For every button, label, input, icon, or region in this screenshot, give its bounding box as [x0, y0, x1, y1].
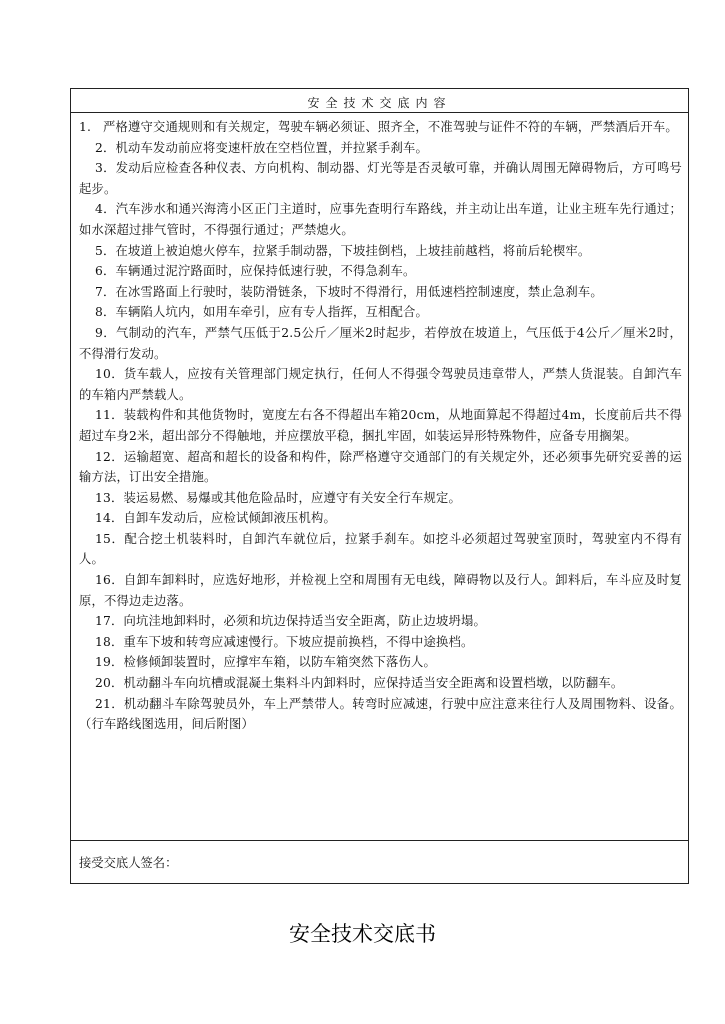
list-item: 18．重车下坡和转弯应减速慢行。下坡应提前换档，不得中途换档。 [95, 634, 474, 649]
list-item: 17．向坑洼地卸料时，必须和坑边保持适当安全距离，防止边坡坍塌。 [95, 614, 486, 629]
list-item: 5．在坡道上被迫熄火停车，拉紧手制动器，下坡挂倒档，上坡挂前越档，将前后轮楔牢。 [95, 243, 591, 258]
list-item: 11．装载构件和其他货物时，宽度左右各不得超出车箱20cm，从地面算起不得超过4m，长度前后共不得超过车身2米，超出部分不得触地，并应摆放平稳，捆扎牢固，如装运异形特殊物件，应备专用搁架。 [79, 408, 682, 443]
signature-row [71, 841, 688, 883]
table-header: 安全技术交底内容 [71, 89, 688, 113]
list-item: 2．机动车发动前应将变速杆放在空档位置，并拉紧手刹车。 [95, 140, 428, 155]
list-item: 19．检修倾卸装置时，应撑牢车箱，以防车箱突然下落伤人。 [95, 655, 436, 670]
list-item: 14．自卸车发动后，应检试倾卸液压机构。 [95, 511, 336, 526]
item-number: 1. [79, 120, 92, 134]
list-item: 13．装运易燃、易爆或其他危险品时，应遵守有关安全行车规定。 [95, 490, 461, 505]
list-item: 8．车辆陷人坑内，如用车牵引，应有专人指挥，互相配合。 [95, 305, 428, 320]
page-title: 安全技术交底书 [289, 922, 436, 946]
disclosure-table [70, 88, 689, 884]
list-item: 16．自卸车卸料时，应选好地形，并检视上空和周围有无电线，障碍物以及行人。卸料后，车斗应及时复原，不得边走边落。 [79, 573, 682, 608]
list-item: 6．车辆通过泥泞路面时，应保持低速行驶，不得急刹车。 [95, 264, 416, 279]
list-item [79, 117, 682, 138]
list-item: 12．运输超宽、超高和超长的设备和构件，除严格遵守交通部门的有关规定外，还必须事先研究妥善的运输方法，订出安全措施。 [79, 449, 682, 485]
list-item: 10．货车载人，应按有关管理部门规定执行，任何人不得强令驾驶员违章带人，严禁人货混装。自卸汽车的车箱内严禁载人。 [79, 367, 682, 402]
list-item: 20．机动翻斗车向坑槽或混凝土集料斗内卸料时，应保持适当安全距离和设置档墩，以防翻车。 [95, 676, 624, 691]
list-item: 9．气制动的汽车，严禁气压低于2.5公斤／厘米2时起步，若停放在坡道上，气压低于4公斤／厘米2时，不得滑行发动。 [79, 325, 682, 361]
list-item: 15．配合挖土机装料时，自卸汽车就位后，拉紧手刹车。如挖斗必须超过驾驶室顶时，驾驶室内不得有人。 [79, 531, 682, 567]
item-text: 严格遵守交通规则和有关规定，驾驶车辆必须证、照齐全，不准驾驶与证件不符的车辆，严禁酒后开车。 [103, 120, 678, 134]
list-item: 21．机动翻斗车除驾驶员外，车上严禁带人。转弯时应减速，行驶中应注意来往行人及周围物料、设备。（行车路线图选用，间后附图） [79, 696, 682, 732]
table-content [71, 113, 688, 841]
signature-label: 接受交底人签名： [79, 856, 178, 870]
list-item: 3．发动后应检查各种仪表、方向机构、制动器、灯光等是否灵敏可靠，并确认周围无障碍物后，方可鸣号起步。 [79, 161, 682, 196]
list-item: 7．在冰雪路面上行驶时，装防滑链条，下坡时不得滑行，用低速档控制速度，禁止急刹车。 [95, 284, 603, 299]
list-item: 4．汽车涉水和通兴海湾小区正门主道时，应事先查明行车路线，并主动让出车道，让业主班车先行通过；如水深超过排气管时，不得强行通过；严禁熄火。 [79, 202, 682, 237]
